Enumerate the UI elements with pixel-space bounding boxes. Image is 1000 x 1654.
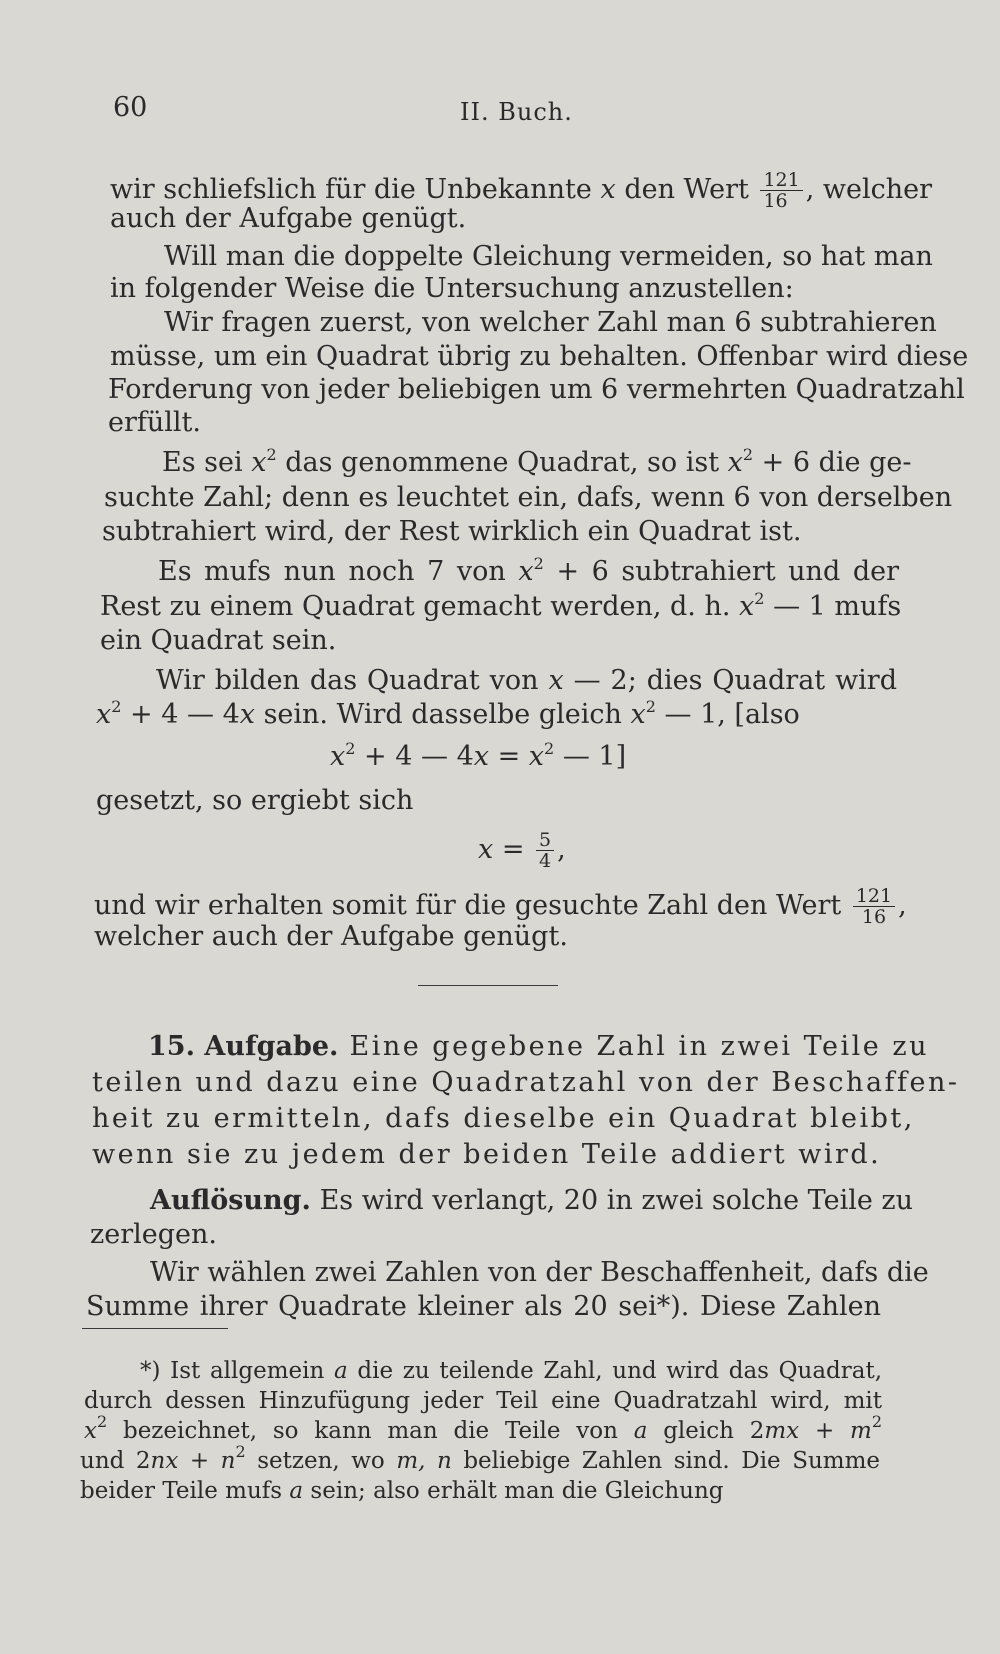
problem-label: 15. Aufgabe. [148,1031,339,1062]
text-line: Auflösung. Es wird verlangt, 20 in zwei solche Teile zu [150,1185,914,1216]
text-line: auch der Aufgabe genügt. [110,203,467,234]
text-line: und wir erhalten somit für die gesuchte Zahl den Wert $\frac{121}{16}$ , [94,885,907,928]
text-line: Forderung von jeder beliebigen um 6 vermehrten Quadratzahl [108,374,965,405]
footnote-line: durch dessen Hinzufügung jeder Teil eine Quadratzahl wird, mit [84,1388,882,1414]
text-line: heit zu ermitteln, dafs dieselbe ein Quadrat bleibt, [92,1103,915,1134]
text-line: zerlegen. [90,1219,217,1250]
fraction: $\frac{121}{16}$ [853,886,895,927]
text-line: Rest zu einem Quadrat gemacht werden, d. h. $x^2$ — 1 mufs [100,589,902,622]
text-line: Will man die doppelte Gleichung vermeiden, so hat man [164,241,933,272]
footnote-line: *) Ist allgemein a die zu teilende Zahl, und wird das Quadrat, [140,1358,883,1384]
equation: x = $\frac{5}{4}$ , [478,829,566,872]
text-line: Es mufs nun noch 7 von $x^2 + 6$ subtrahiert und der [158,554,899,587]
text-line: wir schliefslich für die Unbekannte x den Wert $\frac{121}{16}$ , welcher [110,169,932,212]
section-divider [418,985,558,986]
text-line: 15. Aufgabe. Eine gegebene Zahl in zwei Teile zu [148,1031,929,1062]
text-line: subtrahiert wird, der Rest wirklich ein Quadrat ist. [102,516,802,547]
footnote-line: $x^2$ bezeichnet, so kann man die Teile von a gleich $2mx + m^2$ [84,1412,883,1444]
text-line: $x^2 + 4$ — 4x sein. Wird dasselbe gleich $x^2$ — 1, [also [96,697,800,730]
text-line: suchte Zahl; denn es leuchtet ein, dafs, wenn 6 von derselben [104,482,953,513]
text-line: welcher auch der Aufgabe genügt. [94,921,568,952]
text-line: in folgender Weise die Untersuchung anzustellen: [110,273,794,304]
text-line: teilen und dazu eine Quadratzahl von der Beschaffen- [92,1067,960,1098]
solution-label: Auflösung. [150,1185,311,1216]
text-line: Wir bilden das Quadrat von x — 2; dies Quadrat wird [156,665,898,696]
fraction: $\frac{121}{16}$ [760,170,802,211]
equation: $x^2 + 4$ — $4x = x^2$ — 1] [330,739,627,772]
text-line: ein Quadrat sein. [100,625,337,656]
text-line: Wir wählen zwei Zahlen von der Beschaffenheit, dafs die [150,1257,929,1288]
text-line: Summe ihrer Quadrate kleiner als 20 sei*). Diese Zahlen [86,1291,881,1322]
text-line: Wir fragen zuerst, von welcher Zahl man 6 subtrahieren [164,307,937,338]
footnote-line: und $2nx + n^2$ setzen, wo m, n beliebige Zahlen sind. Die Summe [80,1442,880,1474]
footnote-divider [82,1328,228,1329]
text-line: müsse, um ein Quadrat übrig zu behalten. Offenbar wird diese [110,341,969,372]
footnote-line: beider Teile mufs a sein; also erhält man die Gleichung [80,1478,724,1504]
text-line: gesetzt, so ergiebt sich [96,785,414,816]
page-number: 60 [113,92,148,123]
text-line: wenn sie zu jedem der beiden Teile addiert wird. [92,1139,882,1170]
fraction: $\frac{5}{4}$ [536,830,554,871]
running-head: II. Buch. [460,98,573,126]
text-line: Es sei $x^2$ das genommene Quadrat, so ist $x^2 + 6$ die ge- [162,445,912,478]
text-line: erfüllt. [108,407,201,438]
